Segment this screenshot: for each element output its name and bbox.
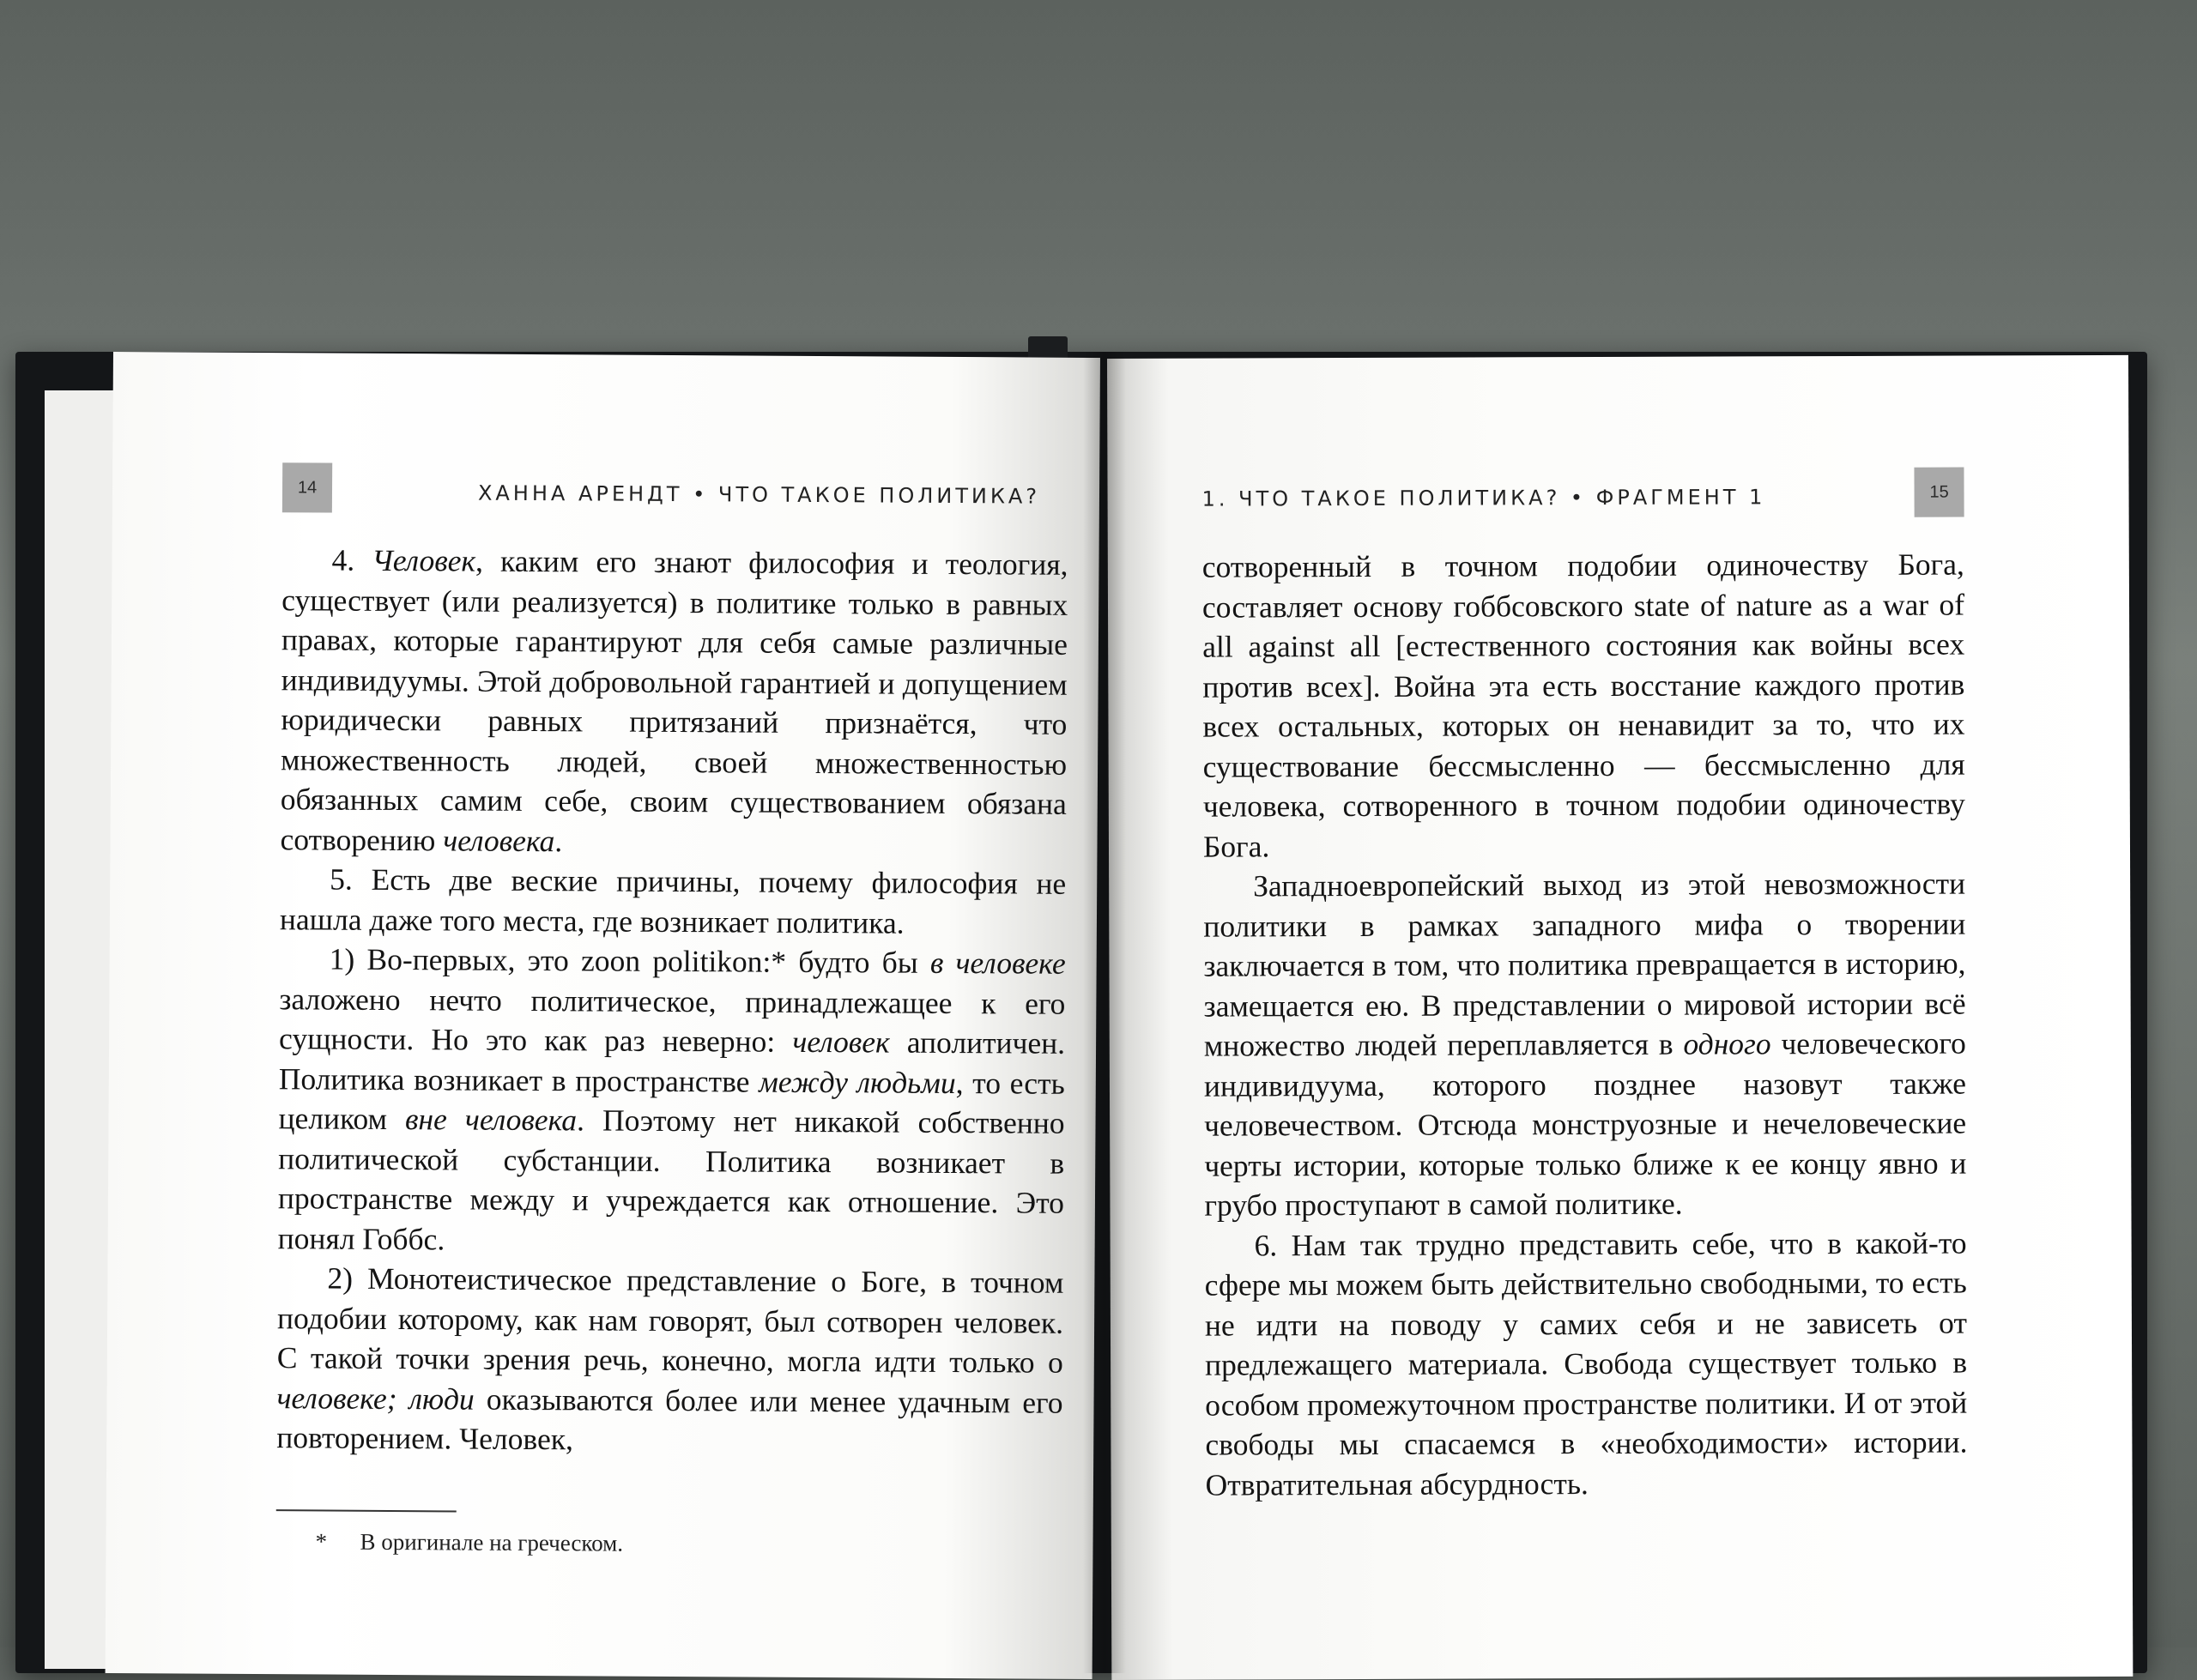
text-run: человеческого индивидуума, которого позднее назовут также человечеством. Отсюда монструозные и нечеловеческие черты истории, которые только ближе к ее концу явно и грубо проступают в самой политике. (1203, 1025, 1967, 1223)
paragraph (276, 1258, 1063, 1462)
footnote-text: В оригинале на греческом. (360, 1528, 624, 1556)
text-run: , то есть целиком (278, 1065, 1065, 1137)
paragraph (280, 540, 1068, 864)
paragraph (278, 939, 1066, 1263)
text-run: заложено нечто политическое, принадлежащее к его сущности. Но это как раз неверно: (278, 981, 1066, 1059)
text-run: 4. (331, 542, 372, 577)
text-run: 2) Монотеистическое представление о Боге, в точном подобии которому, как нам говорят, был сотворен человек. С такой точки зрения речь, конечно, могла идти только о (276, 1260, 1064, 1380)
body-text (276, 540, 1068, 1462)
italic-run: вне человека (404, 1102, 578, 1138)
page-number: 14 (282, 462, 332, 512)
paragraph (1205, 1223, 1968, 1505)
running-head: ХАННА АРЕНДТ • ЧТО ТАКОЕ ПОЛИТИКА? (477, 480, 1041, 509)
text-run: аполитичен. Политика возникает в пространстве (278, 1024, 1066, 1099)
italic-run: в человеке (929, 945, 1066, 981)
running-head: 1. ЧТО ТАКОЕ ПОЛИТИКА? • ФРАГМЕНТ 1 (1201, 485, 1766, 511)
text-run: Западноевропейский выход из этой невозможности политики в рамках западного мифа о творении заключается в том, что политика превращается в историю, замещается ею. В представлении о мировой истории всё множество людей переплавляется в (1203, 866, 1966, 1063)
text-run: оказываются более или менее удачным его повторением. Человек, (276, 1381, 1063, 1457)
right-page (1107, 355, 2133, 1680)
footnote-mark: * (315, 1528, 328, 1555)
italic-run: между людьми (759, 1064, 956, 1100)
paragraph (280, 859, 1067, 944)
text-run: , каким его знают философия и теология, существует (или реализуется) в политике только в равных правах, которые гарантируют для себя самые различные индивидуумы. Этой добровольной гарантией и допущением юридически равных притязаний признаётся, что множественность людей, своей множественностью обязанных самим себе, своим существованием обязана сотворению (280, 543, 1068, 857)
paragraph (1203, 864, 1966, 1226)
left-page (106, 352, 1100, 1679)
paragraph (1202, 545, 1965, 867)
body-text (1202, 545, 1968, 1505)
italic-run: человек (792, 1024, 890, 1060)
footnote-rule (276, 1509, 457, 1512)
page-number: 15 (1914, 468, 1964, 517)
text-run: 6. Нам так трудно представить себе, что в какой-то сфере мы можем быть действительно свободными, то есть не идти на поводу у самих себя и не зависеть от предлежащего материала. Свобода существует только в особом промежуточном пространстве политики. И от этой свободы мы спасаемся в «необходимости» истории. Отвратительная абсурдность. (1204, 1225, 1968, 1502)
italic-run: одного (1683, 1026, 1771, 1061)
book-gutter (1083, 352, 1126, 1673)
text-run: . Поэтому нет никакой собственно политической субстанции. Политика возникает в пространстве между и учреждается как отношение. Это понял Гоббс. (277, 1103, 1065, 1256)
text-run: 1) Во-первых, это zoon politikon:* будто бы (329, 941, 931, 980)
italic-run: Человек (372, 542, 476, 578)
text-run: . (554, 823, 563, 858)
italic-run: человеке; люди (276, 1380, 475, 1417)
text-run: сотворенный в точном подобии одиночеству Бога, составляет основу гоббсовского state of nature as a war of all against all [естественного состояния как войны всех против всех]. Война эта есть восстание каждого против всех остальных, которых он ненавидит за то, что их существование бессмысленно — бессмысленно для человека, сотворенного в точном подобии одиночеству Бога. (1201, 547, 1965, 864)
text-run: 5. Есть две веские причины, почему философия не нашла даже того места, где возникает политика. (279, 861, 1067, 940)
footnote (315, 1528, 623, 1556)
italic-run: человека (443, 822, 555, 858)
